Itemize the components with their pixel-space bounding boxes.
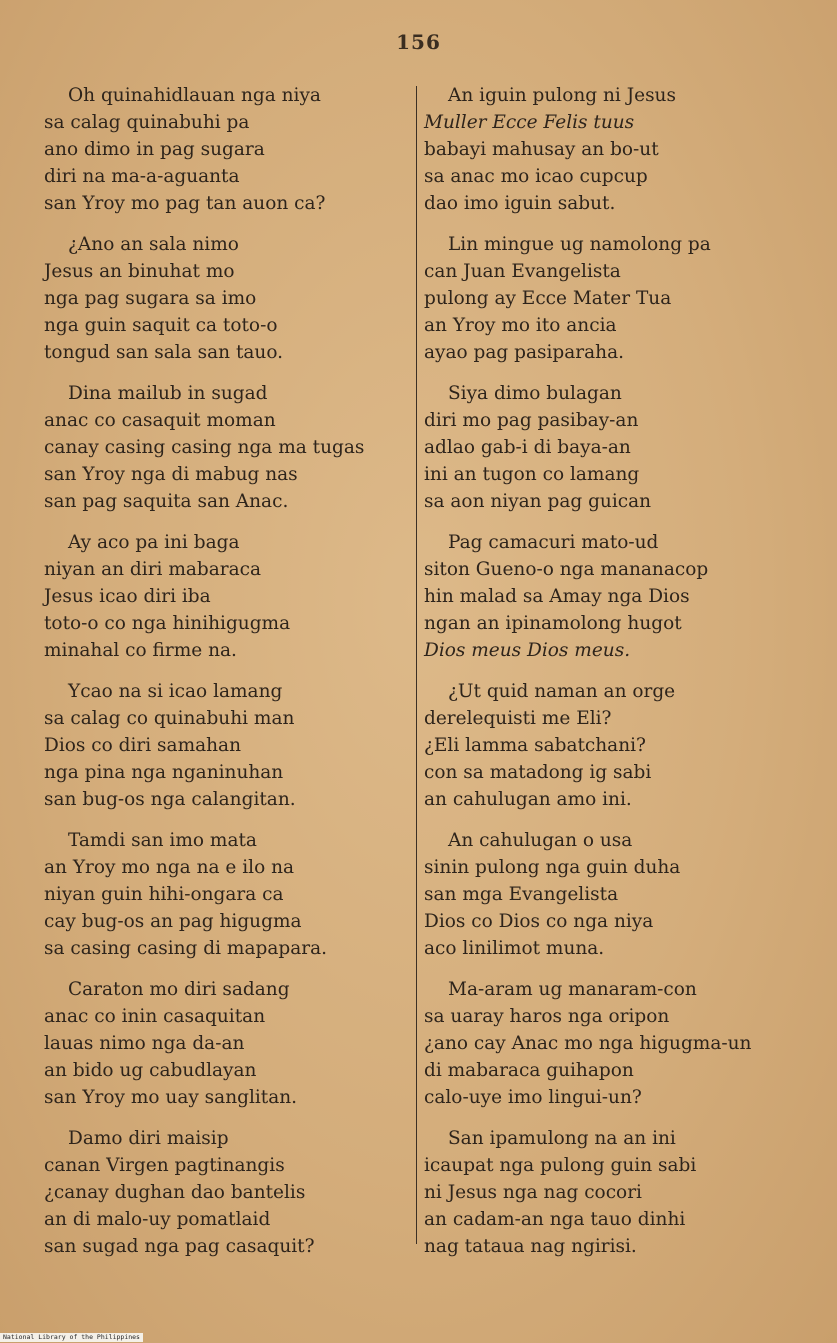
stanza — [44, 529, 412, 664]
verse-line: ¿Ano an sala nimo — [68, 234, 239, 255]
verse-line: can Juan Evangelista — [424, 261, 621, 282]
verse-line: diri na ma-a-aguanta — [44, 166, 240, 187]
verse-line: Dina mailub in sugad — [68, 383, 268, 404]
verse-line: con sa matadong ig sabi — [424, 762, 652, 783]
verse-line: Caraton mo diri sadang — [68, 979, 290, 1000]
verse-line: ¿ano cay Anac mo nga higugma-un — [424, 1033, 752, 1054]
stanza — [44, 1125, 412, 1260]
stanza — [44, 82, 412, 217]
verse-line: sa calag quinabuhi pa — [44, 112, 250, 133]
stanza — [44, 678, 412, 813]
verse-line: An iguin pulong ni Jesus — [448, 85, 676, 106]
verse-line: san Yroy mo pag tan auon ca? — [44, 193, 326, 214]
footer-attribution: National Library of the Philippines — [0, 1333, 143, 1342]
verse-line: Ma-aram ug manaram-con — [448, 979, 697, 1000]
stanza — [424, 827, 824, 962]
verse-line: Ay aco pa ini baga — [68, 532, 240, 553]
verse-line: ni Jesus nga nag cocori — [424, 1182, 642, 1203]
verse-line: sinin pulong nga guin duha — [424, 857, 681, 878]
verse-line: canay casing casing nga ma tugas — [44, 437, 365, 458]
verse-line: nga pag sugara sa imo — [44, 288, 257, 309]
verse-line: anac co casaquit moman — [44, 410, 276, 431]
verse-line: an Yroy mo nga na e ilo na — [44, 857, 295, 878]
verse-line: ano dimo in pag sugara — [44, 139, 265, 160]
page-number: 156 — [396, 30, 441, 54]
verse-line: Tamdi san imo mata — [68, 830, 257, 851]
verse-line: Oh quinahidlauan nga niya — [68, 85, 321, 106]
right-column — [424, 82, 824, 1274]
verse-line: an cadam-an nga tauo dinhi — [424, 1209, 686, 1230]
verse-line: anac co inin casaquitan — [44, 1006, 266, 1027]
verse-line: san mga Evangelista — [424, 884, 619, 905]
verse-line: Jesus icao diri iba — [44, 586, 211, 607]
verse-line: minahal co firme na. — [44, 640, 237, 661]
verse-line: an bido ug cabudlayan — [44, 1060, 257, 1081]
verse-line: ini an tugon co lamang — [424, 464, 640, 485]
verse-line: ¿canay dughan dao bantelis — [44, 1182, 306, 1203]
verse-line: canan Virgen pagtinangis — [44, 1155, 285, 1176]
verse-line: babayi mahusay an bo-ut — [424, 139, 659, 160]
stanza — [424, 678, 824, 813]
verse-line: San ipamulong na an ini — [448, 1128, 676, 1149]
verse-line: sa casing casing di mapapara. — [44, 938, 327, 959]
verse-line: cay bug-os an pag higugma — [44, 911, 302, 932]
verse-line: nga guin saquit ca toto-o — [44, 315, 278, 336]
verse-line: adlao gab-i di baya-an — [424, 437, 631, 458]
verse-line: Ycao na si icao lamang — [68, 681, 283, 702]
stanza — [44, 976, 412, 1111]
verse-line: siton Gueno-o nga mananacop — [424, 559, 709, 580]
verse-line: san Yroy mo uay sanglitan. — [44, 1087, 298, 1108]
verse-line: an di malo-uy pomatlaid — [44, 1209, 271, 1230]
verse-line: ngan an ipinamolong hugot — [424, 613, 682, 634]
verse-line: calo-uye imo lingui-un? — [424, 1087, 642, 1108]
verse-line: diri mo pag pasibay-an — [424, 410, 639, 431]
verse-line: an Yroy mo ito ancia — [424, 315, 617, 336]
verse-line: di mabaraca guihapon — [424, 1060, 634, 1081]
verse-line: nag tataua nag ngirisi. — [424, 1236, 637, 1257]
verse-line: niyan guin hihi-ongara ca — [44, 884, 284, 905]
stanza — [424, 231, 824, 366]
column-divider — [416, 86, 417, 1244]
verse-line: tongud san sala san tauo. — [44, 342, 284, 363]
verse-line: An cahulugan o usa — [448, 830, 633, 851]
verse-line: sa calag co quinabuhi man — [44, 708, 295, 729]
verse-line: dao imo iguin sabut. — [424, 193, 616, 214]
verse-line: Pag camacuri mato-ud — [448, 532, 659, 553]
stanza — [424, 529, 824, 664]
verse-line: san bug-os nga calangitan. — [44, 789, 296, 810]
verse-line: aco linilimot muna. — [424, 938, 605, 959]
verse-line: pulong ay Ecce Mater Tua — [424, 288, 672, 309]
verse-line: sa anac mo icao cupcup — [424, 166, 648, 187]
verse-line: Lin mingue ug namolong pa — [448, 234, 711, 255]
verse-line: Damo diri maisip — [68, 1128, 229, 1149]
verse-line: ¿Eli lamma sabatchani? — [424, 735, 646, 756]
verse-line: Siya dimo bulagan — [448, 383, 622, 404]
verse-line: san pag saquita san Anac. — [44, 491, 289, 512]
verse-line: ¿Ut quid naman an orge — [448, 681, 676, 702]
left-column — [44, 82, 412, 1274]
verse-line: Dios co diri samahan — [44, 735, 241, 756]
stanza — [44, 231, 412, 366]
verse-line: lauas nimo nga da-an — [44, 1033, 245, 1054]
verse-line: sa uaray haros nga oripon — [424, 1006, 670, 1027]
stanza — [424, 1125, 824, 1260]
verse-line: Jesus an binuhat mo — [44, 261, 235, 282]
verse-line: derelequisti me Eli? — [424, 708, 612, 729]
stanza — [44, 380, 412, 515]
verse-line: an cahulugan amo ini. — [424, 789, 632, 810]
verse-line: toto-o co nga hinihigugma — [44, 613, 291, 634]
verse-line: Dios co Dios co nga niya — [424, 911, 654, 932]
verse-line: sa aon niyan pag guican — [424, 491, 652, 512]
verse-line: ayao pag pasiparaha. — [424, 342, 624, 363]
verse-line: nga pina nga nganinuhan — [44, 762, 284, 783]
verse-line: Dios meus Dios meus. — [424, 640, 631, 661]
verse-line: hin malad sa Amay nga Dios — [424, 586, 690, 607]
verse-line: san sugad nga pag casaquit? — [44, 1236, 315, 1257]
stanza — [424, 82, 824, 217]
stanza — [424, 380, 824, 515]
verse-line: niyan an diri mabaraca — [44, 559, 262, 580]
verse-line: Muller Ecce Felis tuus — [424, 112, 635, 133]
verse-line: san Yroy nga di mabug nas — [44, 464, 298, 485]
verse-line: icaupat nga pulong guin sabi — [424, 1155, 697, 1176]
stanza — [44, 827, 412, 962]
stanza — [424, 976, 824, 1111]
